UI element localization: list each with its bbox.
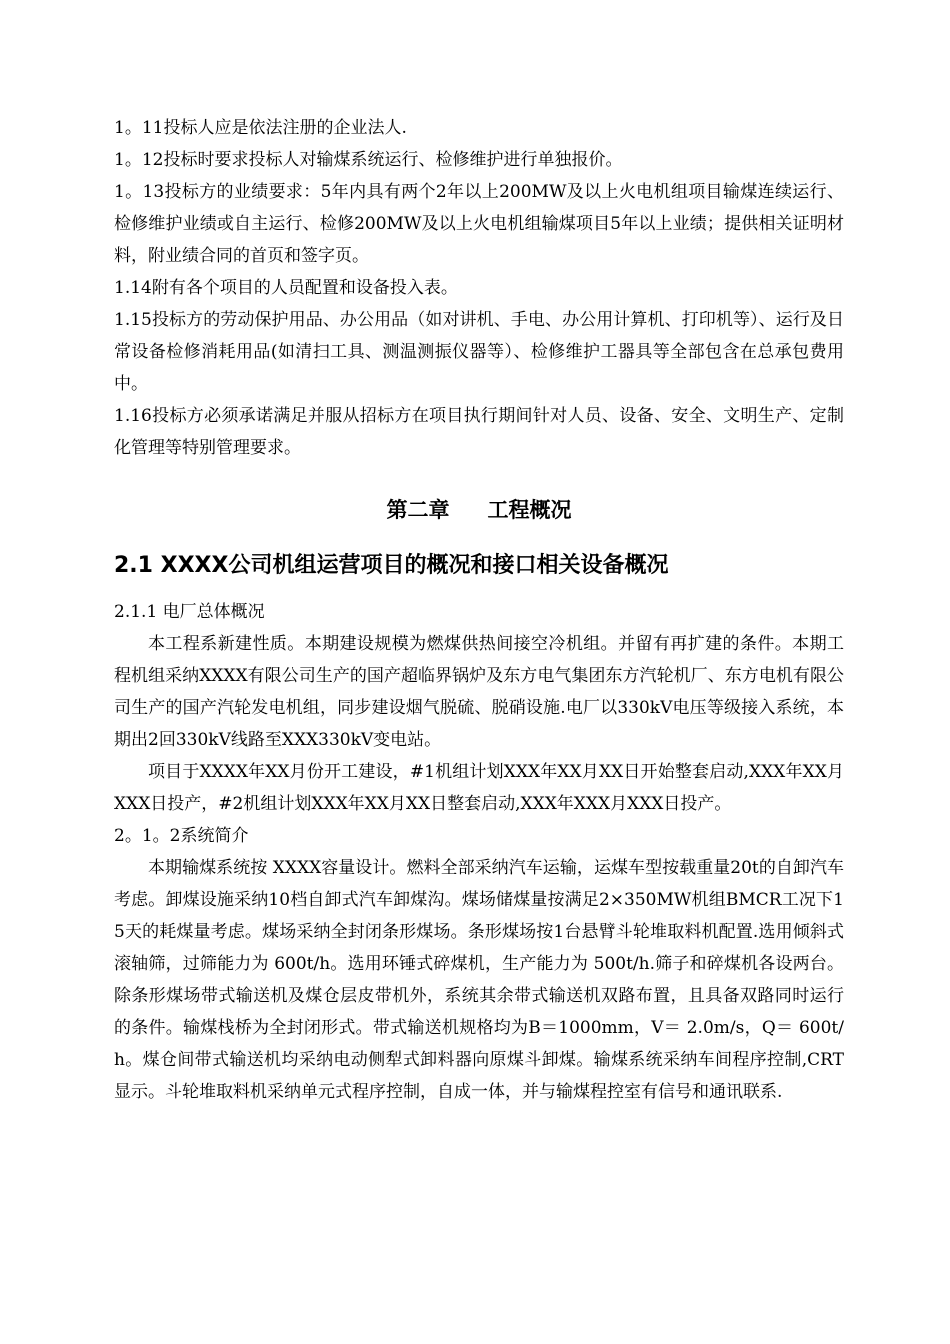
chapter-heading xyxy=(114,486,844,534)
clause-1-15: 1.15投标方的劳动保护用品、办公用品（如对讲机、手电、办公用计算机、打印机等）、运行及日常设备检修消耗用品(如清扫工具、测温测振仪器等）、检修维护工器具等全部包含在总承包费用中。 xyxy=(114,310,844,394)
section-heading: 2.1 XXXX公司机组运营项目的概况和接口相关设备概况 xyxy=(114,553,669,578)
plant-overview-paragraph: 本工程系新建性质。本期建设规模为燃煤供热间接空冷机组。并留有再扩建的条件。本期工程机组采纳XXXX有限公司生产的国产超临界锅炉及东方电气集团东方汽轮机厂、东方电机有限公司生产的国产汽轮发电机组，同步建设烟气脱硫、脱硝设施.电厂以330kV电压等级接入系统，本期出2回330kV线路至XXX330kV变电站。 xyxy=(114,634,844,750)
clause-1-16: 1.16投标方必须承诺满足并服从招标方在项目执行期间针对人员、设备、安全、文明生产、定制化管理等特别管理要求。 xyxy=(114,406,844,458)
document-page xyxy=(114,112,844,1108)
subsection-heading-2-1-1: 2.1.1 电厂总体概况 xyxy=(114,602,265,622)
clause-1-13: 1。13投标方的业绩要求：5年内具有两个2年以上200MW及以上火电机组项目输煤连续运行、检修维护业绩或自主运行、检修200MW及以上火电机组输煤项目5年以上业绩；提供相关证明材料，附业绩合同的首页和签字页。 xyxy=(114,182,844,266)
clause-1-11: 1。11投标人应是依法注册的企业法人. xyxy=(114,118,407,138)
subsection-heading-2-1-2: 2。1。2系统简介 xyxy=(114,826,249,846)
chapter-number: 第二章 xyxy=(386,498,450,522)
system-intro-paragraph: 本期输煤系统按 XXXX容量设计。燃料全部采纳汽车运输，运煤车型按载重量20t的自卸汽车考虑。卸煤设施采纳10档自卸式汽车卸煤沟。煤场储煤量按满足2×350MW机组BMCR工况下15天的耗煤量考虑。煤场采纳全封闭条形煤场。条形煤场按1台悬臂斗轮堆取料机配置.选用倾斜式滚轴筛，过筛能力为 600t/h。选用环锤式碎煤机，生产能力为 500t/h.筛子和碎煤机各设两台。除条形煤场带式输送机及煤仓层皮带机外，系统其余带式输送机双路布置，且具备双路同时运行的条件。输煤栈桥为全封闭形式。带式输送机规格均为B＝1000mm，V＝ 2.0m/s，Q＝ 600t/h。煤仓间带式输送机均采纳电动侧犁式卸料器向原煤斗卸煤。输煤系统采纳车间程序控制,CRT 显示。斗轮堆取料机采纳单元式程序控制，自成一体，并与输煤程控室有信号和通讯联系. xyxy=(114,858,844,1102)
chapter-title: 工程概况 xyxy=(487,498,572,522)
clause-1-14: 1.14附有各个项目的人员配置和设备投入表。 xyxy=(114,278,458,298)
clause-1-12: 1。12投标时要求投标人对输煤系统运行、检修维护进行单独报价。 xyxy=(114,150,623,170)
project-schedule-paragraph: 项目于XXXX年XX月份开工建设，#1机组计划XXX年XX月XX日开始整套启动,XXX年XX月XXX日投产，#2机组计划XXX年XX月XX日整套启动,XXX年XXX月XXX日投产。 xyxy=(114,762,844,814)
